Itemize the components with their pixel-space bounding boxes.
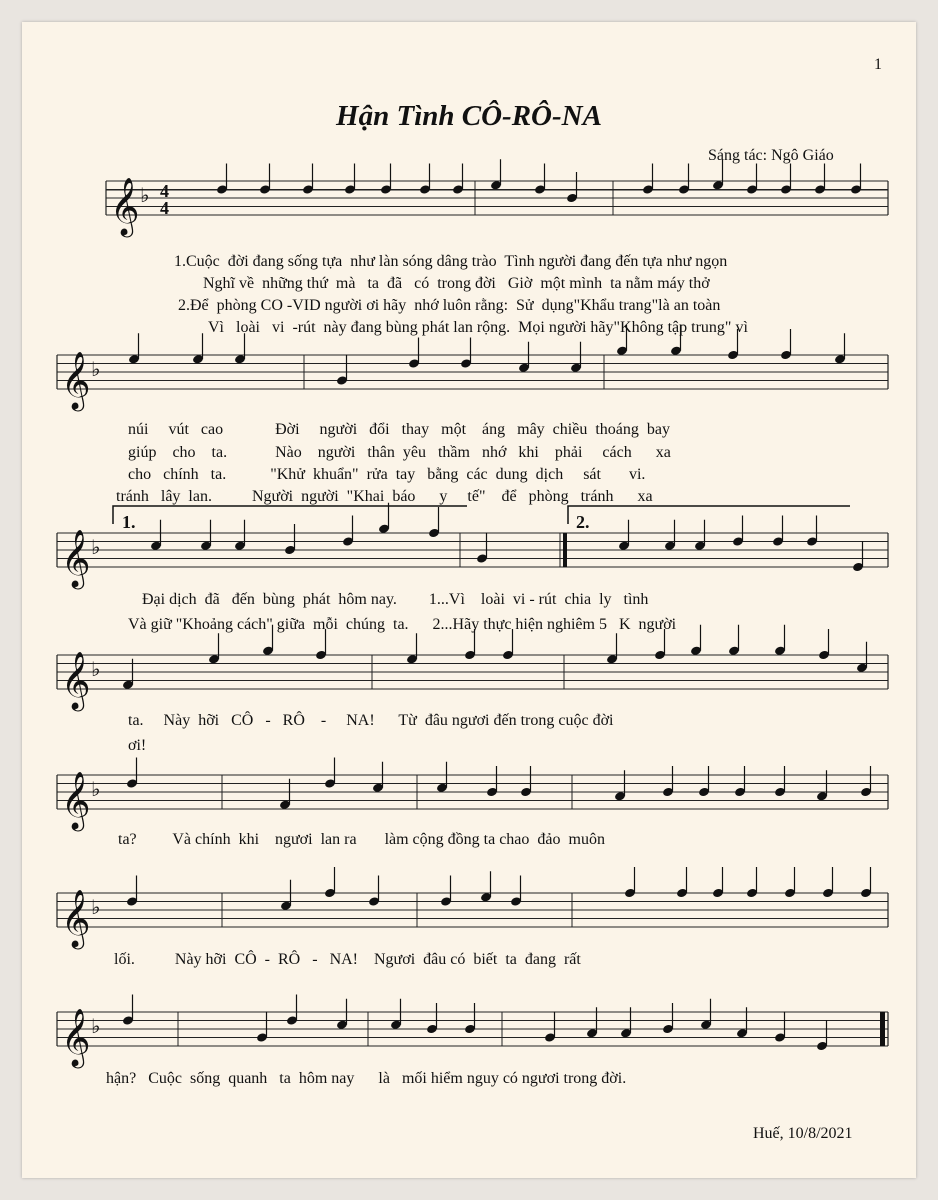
volta-label-1: 1. [122,512,136,532]
flat-key-signature-icon: ♭ [91,897,101,919]
volta-bracket-1 [113,506,467,524]
treble-clef-icon: 𝄞 [61,530,91,586]
final-barline [880,1012,885,1046]
lyric-line: ta? Và chính khi ngươi lan ra làm cộng đồng ta chao đảo muôn [118,831,605,848]
time-signature-bottom: 4 [160,198,169,218]
flat-key-signature-icon: ♭ [91,359,101,381]
date-place: Huế, 10/8/2021 [753,1125,853,1142]
flat-key-signature-icon: ♭ [91,779,101,801]
song-title: Hận Tình CÔ-RÔ-NA [336,100,602,132]
flat-key-signature-icon: ♭ [91,1016,101,1038]
lyric-line: Đại dịch đã đến bùng phát hôm nay. 1...Vì loài vi - rút chia ly tình [142,591,649,608]
flat-key-signature-icon: ♭ [91,659,101,681]
page-number: 1 [874,56,882,73]
lyric-line: giúp cho ta. Nào người thân yêu thầm nhớ khi phải cách xa [128,444,671,461]
flat-key-signature-icon: ♭ [140,185,150,207]
lyric-line: núi vút cao Đời người đổi thay một áng mây chiều thoáng bay [128,421,670,438]
volta-bracket-2 [568,506,850,524]
lyric-line: Và giữ "Khoảng cách" giữa mỗi chúng ta. 2...Hãy thực hiện nghiêm 5 K người [128,616,677,633]
lyric-line: ta. Này hỡi CÔ - RÔ - NA! Từ đâu ngươi đến trong cuộc đời [128,712,614,729]
repeat-barline [563,533,567,567]
lyric-line: cho chính ta. "Khử khuẩn" rửa tay bằng các dung dịch sát vi. [128,466,646,483]
flat-key-signature-icon: ♭ [91,537,101,559]
lyric-line: Nghĩ về những thứ mà ta đã có trong đời Giờ một mình ta nằm máy thở [203,275,710,292]
treble-clef-icon: 𝄞 [61,890,91,946]
treble-clef-icon: 𝄞 [61,652,91,708]
volta-label-2: 2. [576,512,590,532]
treble-clef-icon: 𝄞 [61,1009,91,1065]
composer-credit: Sáng tác: Ngô Giáo [708,147,834,164]
treble-clef-icon: 𝄞 [61,772,91,828]
lyric-line: hận? Cuộc sống quanh ta hôm nay là mối hiểm nguy có ngươi trong đời. [106,1070,627,1087]
lyric-line: lối. Này hỡi CÔ - RÔ - NA! Ngươi đâu có biết ta đang rất [114,951,581,968]
lyric-line: tránh lây lan. Người người "Khai báo y tế" để phòng tránh xa [116,488,653,505]
lyric-line: 2.Để phòng CO -VID người ơi hãy nhớ luôn rằng: Sử dụng"Khẩu trang"là an toàn [178,297,721,314]
lyric-line: Vì loài vi -rút này đang bùng phát lan rộng. Mọi người hãy"Không tập trung" vì [208,319,748,336]
time-signature-top: 4 [160,181,169,201]
treble-clef-icon: 𝄞 [110,178,140,234]
treble-clef-icon: 𝄞 [61,352,91,408]
lyric-line: ơi! [128,737,147,754]
lyric-line: 1.Cuộc đời đang sống tựa như làn sóng dâng trào Tình người đang đến tựa như ngọn [174,253,728,270]
